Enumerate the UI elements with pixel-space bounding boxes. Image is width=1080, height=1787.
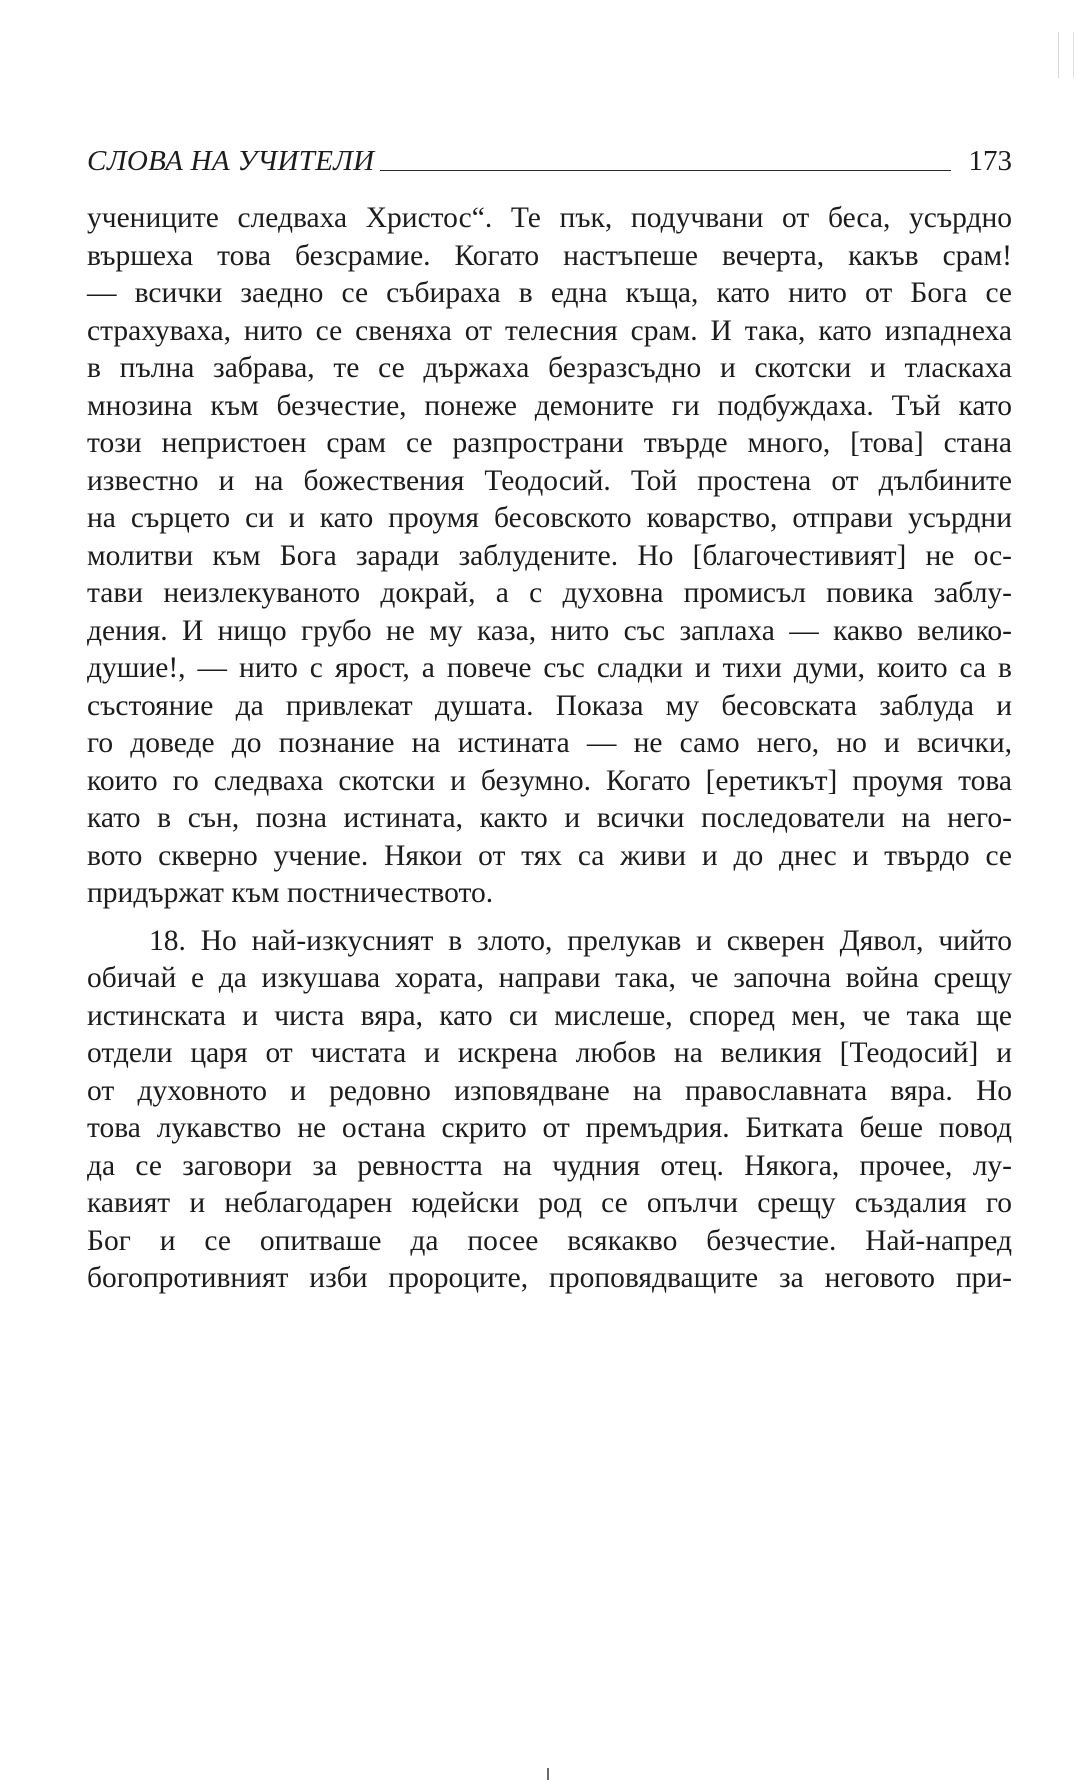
running-head	[87, 136, 1012, 176]
text-line: този непристоен срам се разпространи твърде много, [това] стана	[87, 427, 1012, 459]
body-text	[87, 200, 1012, 1298]
text-line: в пълна забрава, те се държаха безразсъдно и скотски и тласкаха	[87, 352, 1012, 384]
text-line: — всички заедно се събираха в една къща, като нито от Бога се	[87, 277, 1012, 309]
text-line: тави неизлекуваното докрай, а с духовна промисъл повика заблу-	[87, 577, 1012, 609]
text-line: мнозина към безчестие, понеже демоните ги подбуждаха. Тъй като	[87, 389, 1012, 422]
text-line: кавият и неблагодарен юдейски род се опълчи срещу създалия го	[87, 1187, 1012, 1219]
text-line: учениците следваха Христос“. Те пък, подучвани от беса, усърдно	[87, 202, 1012, 234]
text-line: дения. И нищо грубо не му каза, нито със заплаха — какво велико-	[87, 614, 1012, 647]
text-line: вото скверно учение. Някои от тях са живи и до днес и твърдо се	[87, 839, 1012, 872]
text-line: придържат към постничеството.	[87, 877, 494, 909]
text-line: известно и на божествения Теодосий. Той простена от дълбините	[87, 464, 1012, 497]
text-line: от духовното и редовно изповядване на православната вяра. Но	[87, 1074, 1012, 1107]
text-line: го доведе до познание на истината — не само него, но и всички,	[87, 727, 1012, 759]
text-line: страхуваха, нито се свеняха от телесния срам. И така, като изпаднеха	[87, 314, 1012, 347]
paragraph-1	[87, 200, 1012, 913]
page-number: 173	[968, 145, 1012, 177]
scan-edge-mark	[1058, 32, 1074, 78]
text-line: това лукавство не остана скрито от премъдрия. Битката беше повод	[87, 1112, 1012, 1144]
text-line: богопротивният изби пророците, проповядващите за неговото при-	[87, 1262, 1012, 1294]
scan-dust-mark	[547, 1768, 549, 1780]
text-line: Бог и се опитваше да посее всякакво безчестие. Най-напред	[87, 1224, 1012, 1257]
text-line: истинската и чиста вяра, като си мислеше, според мен, че така ще	[87, 999, 1012, 1032]
text-line: душие!, — нито с ярост, а повече със сладки и тихи думи, които са в	[87, 652, 1012, 684]
text-line: отдели царя от чистата и искрена любов на великия [Теодосий] и	[87, 1037, 1012, 1069]
text-line: като в сън, позна истината, както и всички последователи на него-	[87, 802, 1012, 834]
header-rule	[380, 170, 950, 171]
running-title: СЛОВА НА УЧИТЕЛИ	[87, 145, 375, 177]
text-line: състояние да привлекат душата. Показа му бесовската заблуда и	[87, 689, 1012, 722]
text-line: вършеха това безсрамие. Когато настъпеше вечерта, какъв срам!	[87, 239, 1012, 272]
text-line: молитви към Бога заради заблудените. Но [благочестивият] не ос-	[87, 539, 1012, 572]
paragraph-2	[87, 923, 1012, 1298]
text-line: да се заговори за ревността на чудния отец. Някога, прочее, лу-	[87, 1149, 1012, 1182]
paragraph-gap	[87, 913, 1012, 923]
text-line: които го следваха скотски и безумно. Когато [еретикът] проумя това	[87, 764, 1012, 797]
text-line: на сърцето си и като проумя бесовското коварство, отправи усърдни	[87, 502, 1012, 534]
text-line: обичай е да изкушава хората, направи така, че започна война срещу	[87, 962, 1012, 994]
text-line: 18. Но най-изкусният в злото, прелукав и скверен Дявол, чийто	[149, 924, 1012, 957]
